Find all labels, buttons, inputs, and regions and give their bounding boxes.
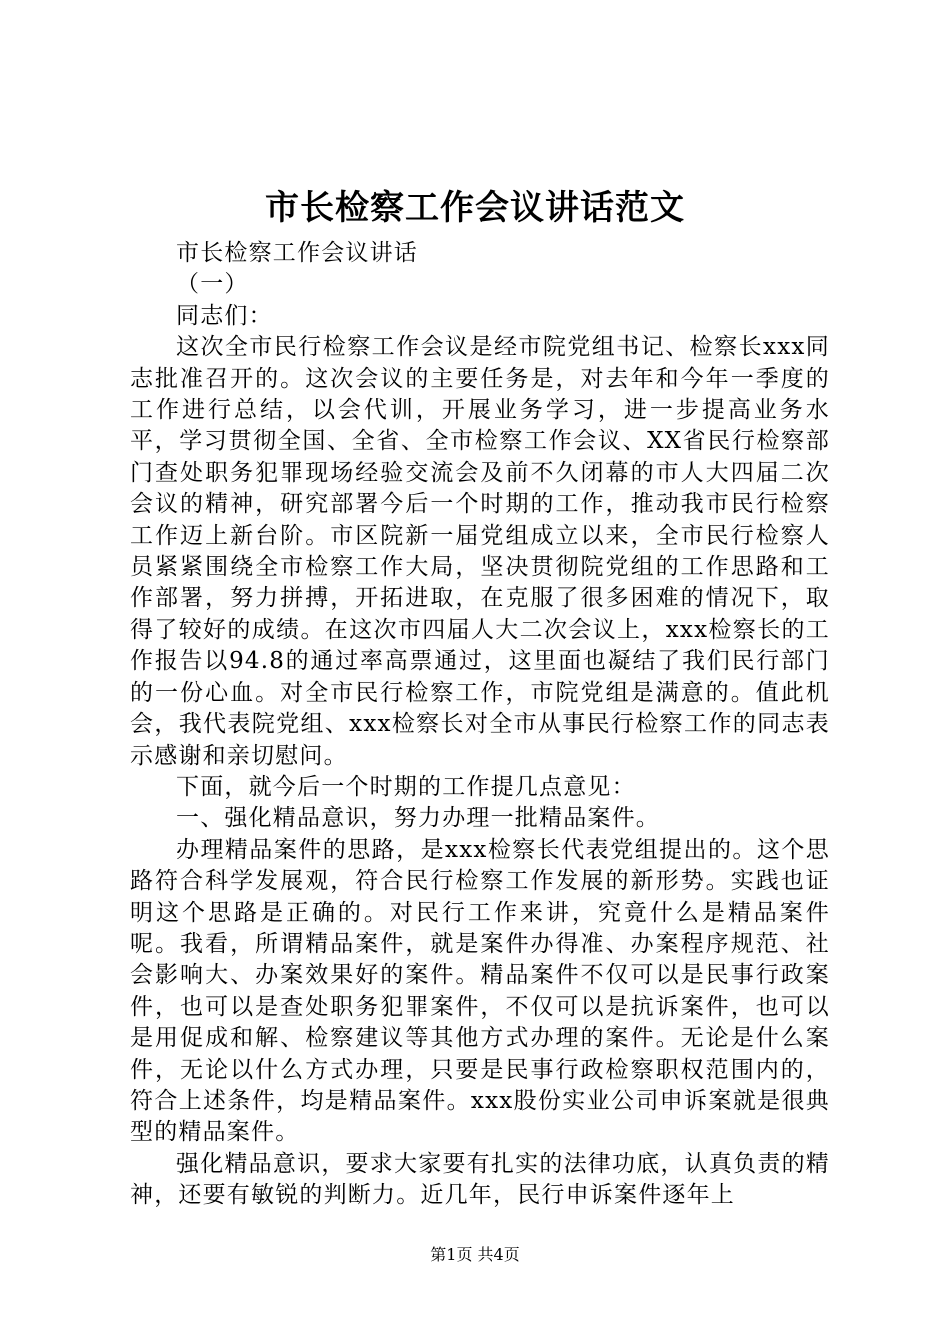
paragraph: （一） xyxy=(176,271,249,298)
paragraph: 办理精品案件的思路，是xxx检察长代表党组提出的。这个思路符合科学发展观，符合民行检察工作发展的新形势。实践也证明这个思路是正确的。对民行工作来讲，究竟什么是精品案件呢。我看，所谓精品案件，就是案件办得准、办案程序规范、社会影响大、办案效果好的案件。精品案件不仅可以是民事行政案件，也可以是查处职务犯罪案件，不仅可以是抗诉案件，也可以是用促成和解、检察建议等其他方式办理的案件。无论是什么案件，无论以什么方式办理，只要是民事行政检察职权范围内的，符合上述条件，均是精品案件。xxx股份实业公司申诉案就是很典型的精品案件。 xyxy=(130,836,830,1146)
paragraph: 同志们： xyxy=(176,302,273,329)
document-title: 市长检察工作会议讲话范文 xyxy=(265,188,685,228)
paragraph: 市长检察工作会议讲话 xyxy=(176,240,418,266)
paragraph: 这次全市民行检察工作会议是经市院党组书记、检察长xxx同志批准召开的。这次会议的主要任务是，对去年和今年一季度的工作进行总结，以会代训，开展业务学习，进一步提高业务水平，学习贯彻全国、全省、全市检察工作会议、XX省民行检察部门查处职务犯罪现场经验交流会及前不久闭幕的市人大四届二次会议的精神，研究部署今后一个时期的工作，推动我市民行检察工作迈上新台阶。市区院新一届党组成立以来，全市民行检察人员紧紧围绕全市检察工作大局，坚决贯彻院党组的工作思路和工作部署，努力拼搏，开拓进取，在克服了很多困难的情况下，取得了较好的成绩。在这次市四届人大二次会议上，xxx检察长的工作报告以94.8的通过率高票通过，这里面也凝结了我们民行部门的一份心血。对全市民行检察工作，市院党组是满意的。值此机会，我代表院党组、xxx检察长对全市从事民行检察工作的同志表示感谢和亲切慰问。 xyxy=(130,334,830,769)
paragraph: 下面，就今后一个时期的工作提几点意见： xyxy=(176,773,636,800)
document-body xyxy=(130,238,830,1212)
page-footer: 第1页 共4页 xyxy=(430,1245,520,1264)
paragraph: 强化精品意识，要求大家要有扎实的法律功底，认真负责的精神，还要有敏锐的判断力。近几年，民行申诉案件逐年上 xyxy=(130,1150,830,1209)
paragraph: 一、强化精品意识，努力办理一批精品案件。 xyxy=(176,805,660,832)
